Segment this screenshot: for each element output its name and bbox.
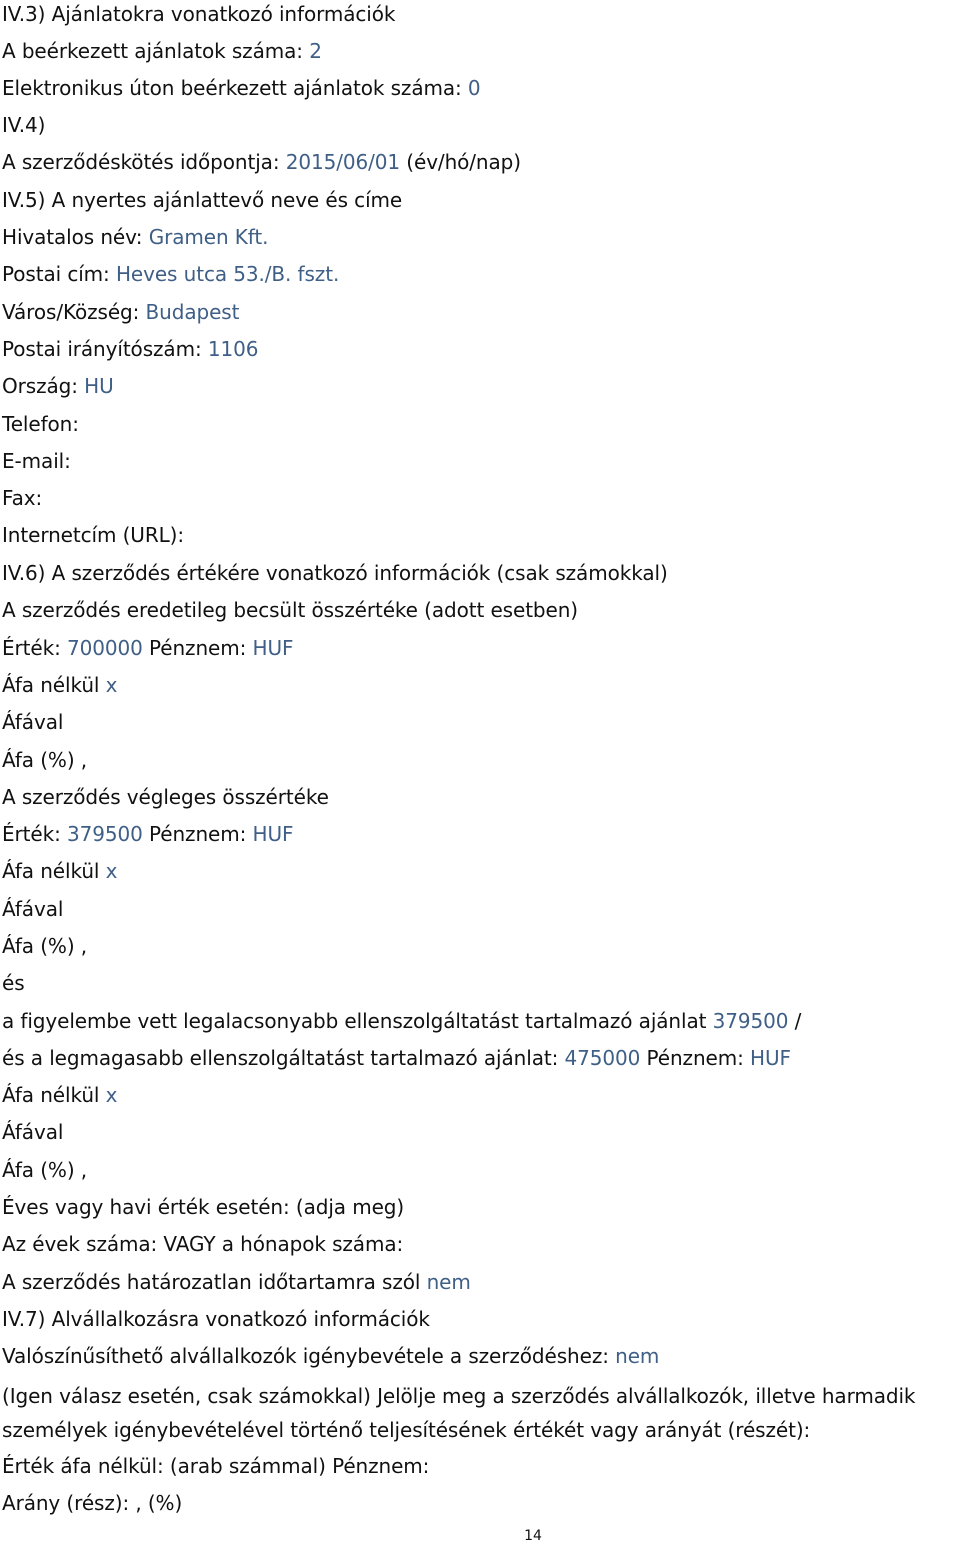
indefinite-duration-value: nem [426, 1270, 471, 1294]
ratio-row: Arány (rész): , (%) [2, 1491, 183, 1515]
estimated-no-vat-row: Áfa nélkül x [2, 673, 118, 697]
years-months-row: Az évek száma: VAGY a hónapok száma: [2, 1232, 404, 1256]
estimated-vat-rate-row: Áfa (%) , [2, 748, 88, 772]
url-row: Internetcím (URL): [2, 523, 185, 547]
estimated-value-row: Érték: 700000 Pénznem: HUF [2, 636, 294, 660]
final-no-vat-row: Áfa nélkül x [2, 859, 118, 883]
phone-row: Telefon: [2, 412, 79, 436]
indefinite-duration-row: A szerződés határozatlan időtartamra szól nem [2, 1270, 471, 1294]
final-currency: HUF [252, 822, 294, 846]
lowest-offer-row: a figyelembe vett legalacsonyabb ellenszolgáltatást tartalmazó ajánlat 379500 / [2, 1009, 802, 1033]
estimated-value-heading: A szerződés eredetileg becsült összértéke (adott esetben) [2, 598, 579, 622]
section-iv5-heading: IV.5) A nyertes ajánlattevő neve és címe [2, 188, 403, 212]
highest-offer-row: és a legmagasabb ellenszolgáltatást tartalmazó ajánlat: 475000 Pénznem: HUF [2, 1046, 791, 1070]
postal-address-row: Postai cím: Heves utca 53./B. fszt. [2, 262, 340, 286]
final-no-vat-mark: x [105, 859, 118, 883]
country-value: HU [84, 374, 114, 398]
annual-value-row: Éves vagy havi érték esetén: (adja meg) [2, 1195, 405, 1219]
estimated-currency: HUF [252, 636, 294, 660]
estimated-with-vat-row: Áfával [2, 710, 64, 734]
country-row: Ország: HU [2, 374, 114, 398]
offer-no-vat-mark: x [105, 1083, 118, 1107]
lowest-offer-value: 379500 [712, 1009, 789, 1033]
offer-no-vat-row: Áfa nélkül x [2, 1083, 118, 1107]
section-iv4-heading: IV.4) [2, 113, 46, 137]
postal-address-value: Heves utca 53./B. fszt. [115, 262, 340, 286]
and-row: és [2, 971, 25, 995]
contract-date-value: 2015/06/01 [285, 150, 401, 174]
offer-with-vat-row: Áfával [2, 1120, 64, 1144]
section-iv7-heading: IV.7) Alvállalkozásra vonatkozó információk [2, 1307, 430, 1331]
estimated-value: 700000 [67, 636, 143, 660]
city-value: Budapest [145, 300, 240, 324]
subcontracting-note: (Igen válasz esetén, csak számokkal) Jelölje meg a szerződés alvállalkozók, illetve harmadik személyek igénybevételével történő teljesítésének értékét vagy arányát (részét): [2, 1384, 916, 1442]
offers-received-value: 2 [309, 39, 322, 63]
official-name-row: Hivatalos név: Gramen Kft. [2, 225, 269, 249]
highest-offer-value: 475000 [564, 1046, 641, 1070]
offers-received-row: A beérkezett ajánlatok száma: 2 [2, 39, 322, 63]
section-iv3-heading: IV.3) Ajánlatokra vonatkozó információk [2, 2, 396, 26]
postcode-value: 1106 [207, 337, 259, 361]
city-row: Város/Község: Budapest [2, 300, 240, 324]
fax-row: Fax: [2, 486, 43, 510]
offer-currency: HUF [750, 1046, 791, 1070]
electronic-offers-value: 0 [467, 76, 481, 100]
contract-date-row: A szerződéskötés időpontja: 2015/06/01 (év/hó/nap) [2, 150, 521, 174]
email-row: E-mail: [2, 449, 71, 473]
page-number: 14 [524, 1528, 542, 1544]
offer-vat-rate-row: Áfa (%) , [2, 1158, 88, 1182]
final-vat-rate-row: Áfa (%) , [2, 934, 88, 958]
final-value-row: Érték: 379500 Pénznem: HUF [2, 822, 294, 846]
estimated-no-vat-mark: x [105, 673, 118, 697]
section-iv6-heading: IV.6) A szerződés értékére vonatkozó információk (csak számokkal) [2, 561, 668, 585]
final-with-vat-row: Áfával [2, 897, 64, 921]
postcode-row: Postai irányítószám: 1106 [2, 337, 259, 361]
electronic-offers-row: Elektronikus úton beérkezett ajánlatok száma: 0 [2, 76, 481, 100]
subcontracting-value: nem [615, 1344, 660, 1368]
official-name-value: Gramen Kft. [148, 225, 269, 249]
value-no-vat-row: Érték áfa nélkül: (arab számmal) Pénznem: [2, 1454, 430, 1478]
final-value-heading: A szerződés végleges összértéke [2, 785, 329, 809]
subcontracting-row: Valószínűsíthető alvállalkozók igénybevétele a szerződéshez: nem [2, 1344, 660, 1368]
final-value: 379500 [67, 822, 143, 846]
